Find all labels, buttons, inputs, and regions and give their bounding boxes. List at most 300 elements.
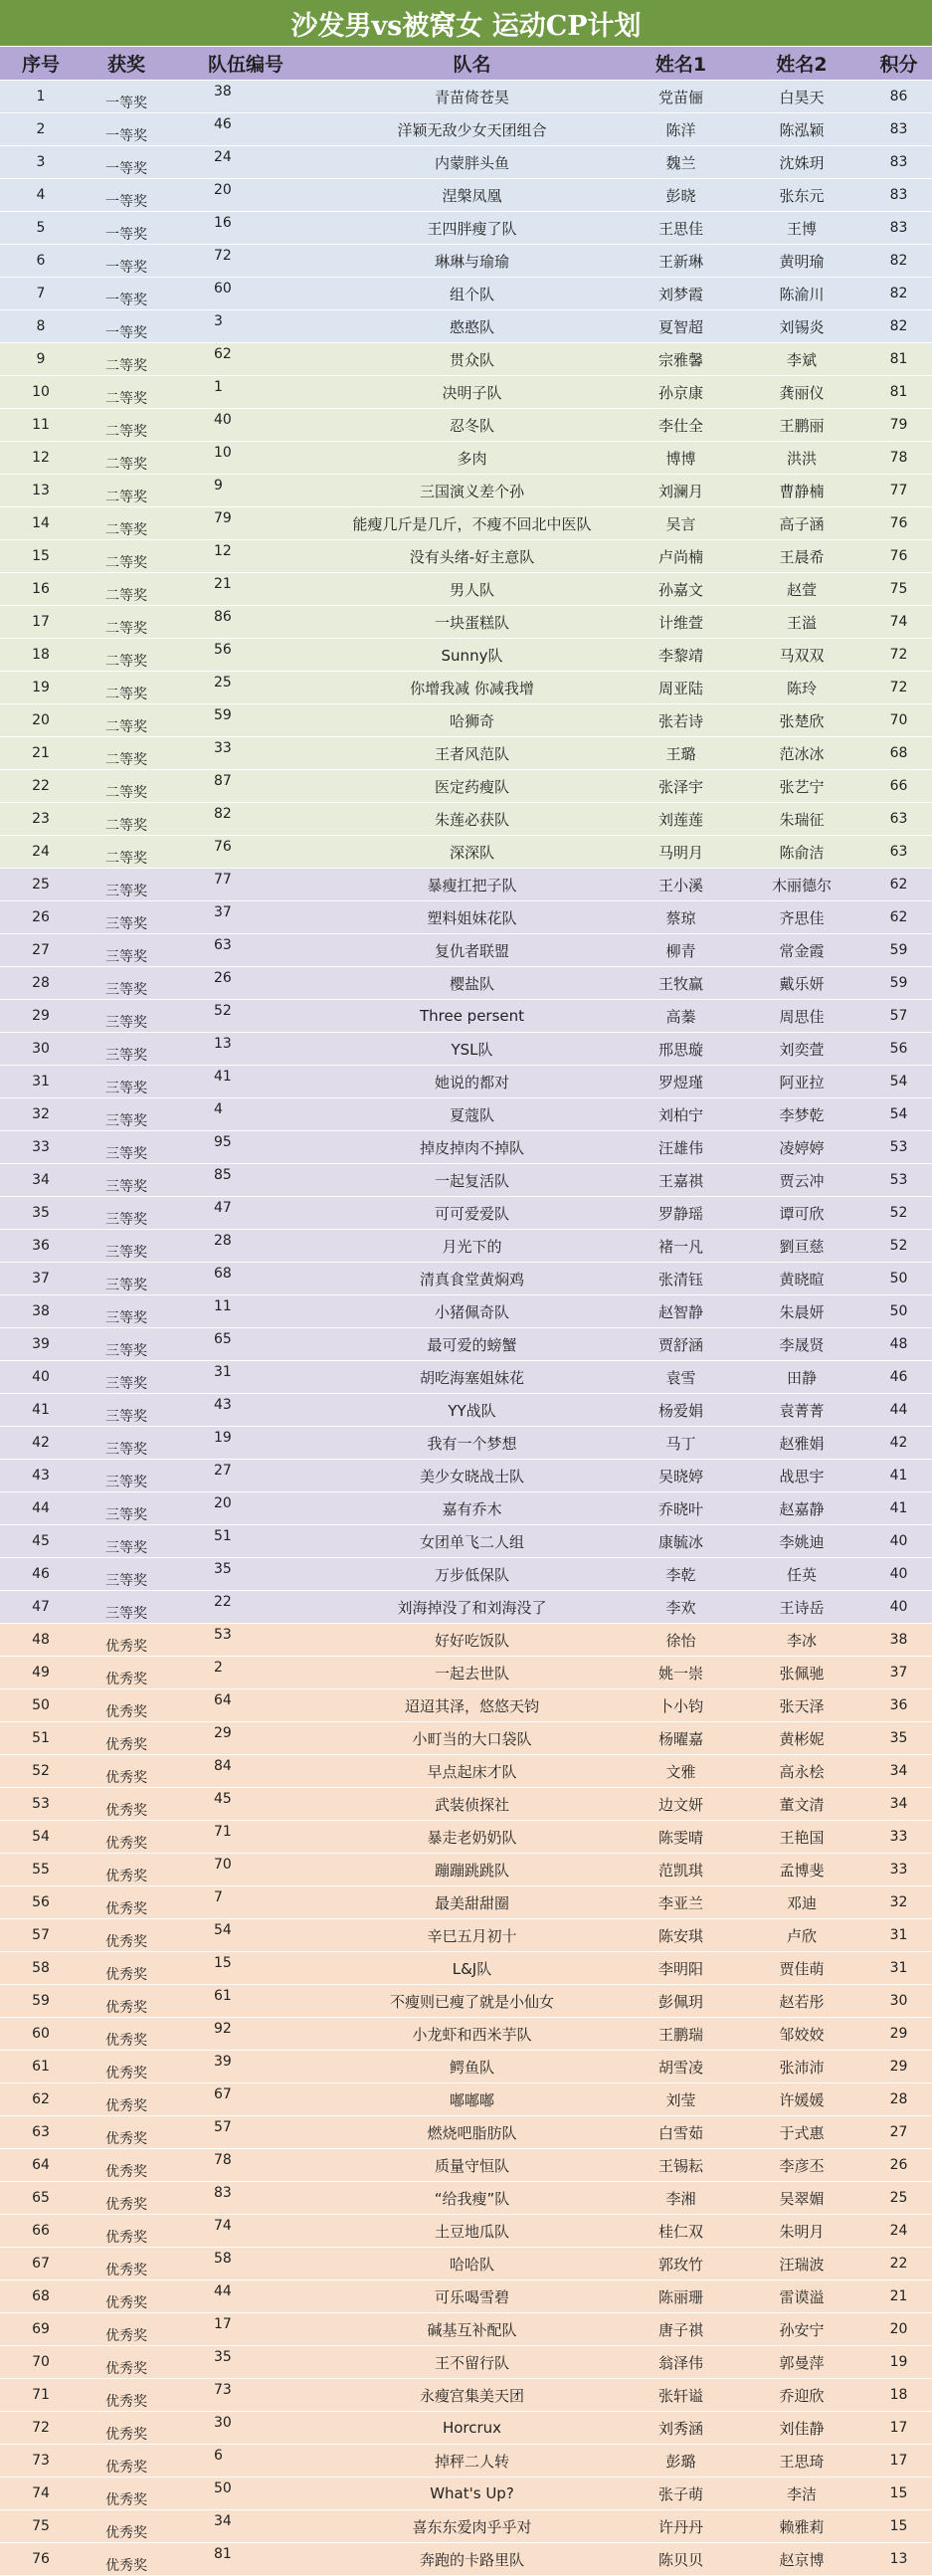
cell-team-name: 深深队 [320,836,624,869]
cell-award: 优秀奖 [82,1722,171,1755]
cell-name2: 曹静楠 [738,475,865,507]
cell-team-name: 王不留行队 [320,2346,624,2379]
cell-rank: 15 [0,540,82,573]
cell-rank: 40 [0,1361,82,1394]
cell-score: 68 [865,737,932,770]
cell-team-number: 25 [171,672,320,704]
cell-rank: 65 [0,2182,82,2215]
cell-name1: 孙京康 [624,376,738,409]
cell-name1: 宗雅馨 [624,343,738,376]
cell-name2: 袁菁菁 [738,1394,865,1427]
cell-name1: 陈安琪 [624,1919,738,1952]
cell-team-name: 鳄鱼队 [320,2051,624,2083]
table-row [0,803,932,836]
table-row [0,1427,932,1460]
table-row [0,1394,932,1427]
table-row [0,2051,932,2083]
cell-team-number: 20 [171,1492,320,1525]
cell-award: 优秀奖 [82,2083,171,2116]
cell-award: 优秀奖 [82,2477,171,2510]
cell-name1: 唐子祺 [624,2313,738,2346]
cell-team-number: 64 [171,1689,320,1722]
cell-team-name: 琳琳与瑜瑜 [320,245,624,278]
cell-award: 二等奖 [82,606,171,639]
sheet-title: 沙发男vs被窝女 运动CP计划 [0,0,932,47]
cell-score: 82 [865,245,932,278]
cell-team-number: 7 [171,1886,320,1919]
cell-name2: 李斌 [738,343,865,376]
table-row [0,409,932,442]
table-row [0,1164,932,1197]
cell-rank: 44 [0,1492,82,1525]
table-row [0,1985,932,2018]
cell-team-number: 82 [171,803,320,836]
cell-award: 优秀奖 [82,1788,171,1821]
cell-score: 75 [865,573,932,606]
cell-name1: 陈洋 [624,113,738,146]
cell-rank: 64 [0,2149,82,2182]
cell-name1: 李乾 [624,1558,738,1591]
cell-name2: 邓迪 [738,1886,865,1919]
cell-team-name: 美少女晓战士队 [320,1460,624,1492]
cell-team-number: 60 [171,278,320,310]
cell-score: 20 [865,2313,932,2346]
table-row [0,1295,932,1328]
cell-name1: 李黎靖 [624,639,738,672]
results-table [0,47,932,2576]
cell-name1: 刘秀涵 [624,2412,738,2445]
table-row [0,770,932,803]
table-row [0,1722,932,1755]
cell-award: 优秀奖 [82,2412,171,2445]
table-row [0,1558,932,1591]
table-row [0,2116,932,2149]
cell-name1: 彭佩玥 [624,1985,738,2018]
cell-rank: 21 [0,737,82,770]
table-row [0,1197,932,1230]
header-row [0,47,932,81]
cell-score: 36 [865,1689,932,1722]
cell-score: 18 [865,2379,932,2412]
cell-name2: 李晟贤 [738,1328,865,1361]
cell-name2: 邹姣姣 [738,2018,865,2051]
cell-award: 三等奖 [82,1427,171,1460]
cell-rank: 6 [0,245,82,278]
cell-name2: 王溢 [738,606,865,639]
cell-name2: 王思琦 [738,2445,865,2477]
cell-name1: 周亚陆 [624,672,738,704]
cell-name1: 姚一崇 [624,1657,738,1689]
cell-team-name: YSL队 [320,1033,624,1066]
cell-team-name: 一起去世队 [320,1657,624,1689]
cell-award: 一等奖 [82,212,171,245]
cell-name2: 木丽德尔 [738,869,865,901]
cell-name1: 卢尚楠 [624,540,738,573]
cell-team-number: 43 [171,1394,320,1427]
cell-award: 三等奖 [82,1460,171,1492]
table-row [0,1624,932,1657]
header-score: 积分 [865,47,932,81]
cell-name1: 刘柏宁 [624,1098,738,1131]
cell-rank: 55 [0,1854,82,1886]
cell-name2: 刘奕萱 [738,1033,865,1066]
cell-team-number: 95 [171,1131,320,1164]
cell-score: 72 [865,672,932,704]
cell-name2: 齐思佳 [738,901,865,934]
cell-award: 优秀奖 [82,1689,171,1722]
cell-name2: 张艺宁 [738,770,865,803]
cell-team-number: 86 [171,606,320,639]
cell-name2: 马双双 [738,639,865,672]
cell-team-name: 能瘦几斤是几斤，不瘦不回北中医队 [320,507,624,540]
table-row [0,1525,932,1558]
cell-name1: 徐怡 [624,1624,738,1657]
cell-name1: 桂仁双 [624,2215,738,2248]
cell-score: 57 [865,1000,932,1033]
cell-team-number: 28 [171,1230,320,1263]
cell-rank: 7 [0,278,82,310]
cell-team-number: 4 [171,1098,320,1131]
cell-team-number: 57 [171,2116,320,2149]
cell-name1: 罗静瑶 [624,1197,738,1230]
table-row [0,2215,932,2248]
cell-award: 优秀奖 [82,1755,171,1788]
table-row [0,869,932,901]
table-row [0,1098,932,1131]
cell-team-name: 嘉有乔木 [320,1492,624,1525]
cell-score: 27 [865,2116,932,2149]
cell-name2: 战思宇 [738,1460,865,1492]
cell-award: 三等奖 [82,934,171,967]
cell-team-name: 青苗倚苍昊 [320,81,624,113]
cell-award: 一等奖 [82,245,171,278]
cell-team-name: 不瘦则已瘦了就是小仙女 [320,1985,624,2018]
cell-team-name: 好好吃饭队 [320,1624,624,1657]
cell-team-number: 22 [171,1591,320,1624]
cell-name1: 刘莲莲 [624,803,738,836]
cell-name2: 任英 [738,1558,865,1591]
cell-team-number: 19 [171,1427,320,1460]
cell-name1: 贾舒涵 [624,1328,738,1361]
cell-name2: 许媛媛 [738,2083,865,2116]
cell-team-name: 喜东东爱肉乎乎对 [320,2510,624,2543]
cell-team-number: 79 [171,507,320,540]
cell-team-number: 30 [171,2412,320,2445]
cell-name2: 王艳国 [738,1821,865,1854]
cell-name1: 张泽宇 [624,770,738,803]
cell-score: 40 [865,1591,932,1624]
cell-award: 二等奖 [82,343,171,376]
cell-rank: 72 [0,2412,82,2445]
cell-name2: 贾云冲 [738,1164,865,1197]
cell-score: 17 [865,2412,932,2445]
cell-award: 三等奖 [82,1164,171,1197]
cell-award: 优秀奖 [82,2051,171,2083]
cell-team-number: 1 [171,376,320,409]
cell-team-number: 72 [171,245,320,278]
cell-name1: 白雪茹 [624,2116,738,2149]
cell-team-name: 憨憨队 [320,310,624,343]
table-row [0,1854,932,1886]
cell-name2: 阿亚拉 [738,1066,865,1098]
cell-name1: 王牧赢 [624,967,738,1000]
table-row [0,507,932,540]
cell-team-name: 王者风范队 [320,737,624,770]
cell-rank: 29 [0,1000,82,1033]
cell-name1: 刘澜月 [624,475,738,507]
cell-rank: 61 [0,2051,82,2083]
cell-name1: 邢思璇 [624,1033,738,1066]
cell-team-number: 58 [171,2248,320,2280]
cell-name2: 高永桧 [738,1755,865,1788]
table-row [0,2477,932,2510]
cell-award: 二等奖 [82,376,171,409]
cell-rank: 60 [0,2018,82,2051]
cell-team-number: 67 [171,2083,320,2116]
cell-rank: 5 [0,212,82,245]
cell-team-name: 掉皮掉肉不掉队 [320,1131,624,1164]
cell-name1: 计维萱 [624,606,738,639]
cell-name1: 汪雄伟 [624,1131,738,1164]
cell-rank: 58 [0,1952,82,1985]
cell-score: 56 [865,1033,932,1066]
cell-score: 66 [865,770,932,803]
cell-team-name: 组个队 [320,278,624,310]
cell-name2: 常金霞 [738,934,865,967]
cell-award: 三等奖 [82,967,171,1000]
table-row [0,540,932,573]
cell-award: 优秀奖 [82,2346,171,2379]
cell-score: 31 [865,1952,932,1985]
cell-name1: 边文妍 [624,1788,738,1821]
cell-award: 二等奖 [82,475,171,507]
cell-rank: 32 [0,1098,82,1131]
cell-name1: 蔡琼 [624,901,738,934]
cell-score: 79 [865,409,932,442]
cell-name1: 胡雪凌 [624,2051,738,2083]
cell-name1: 吴晓婷 [624,1460,738,1492]
cell-name2: 赵雅娟 [738,1427,865,1460]
cell-team-name: 蹦蹦跳跳队 [320,1854,624,1886]
cell-name1: 杨曜嘉 [624,1722,738,1755]
cell-team-number: 76 [171,836,320,869]
table-row [0,343,932,376]
cell-team-number: 37 [171,901,320,934]
cell-rank: 73 [0,2445,82,2477]
cell-score: 54 [865,1066,932,1098]
cell-name2: 朱明月 [738,2215,865,2248]
cell-name2: 张天泽 [738,1689,865,1722]
cell-score: 37 [865,1657,932,1689]
cell-name1: 王璐 [624,737,738,770]
cell-award: 优秀奖 [82,2149,171,2182]
cell-team-name: 塑料姐妹花队 [320,901,624,934]
cell-name2: 周思佳 [738,1000,865,1033]
cell-award: 优秀奖 [82,2543,171,2576]
table-row [0,836,932,869]
cell-team-name: 可乐喝雪碧 [320,2280,624,2313]
table-row [0,606,932,639]
cell-name1: 孙嘉文 [624,573,738,606]
cell-team-name: 质量守恒队 [320,2149,624,2182]
cell-team-number: 16 [171,212,320,245]
cell-score: 34 [865,1788,932,1821]
cell-score: 42 [865,1427,932,1460]
cell-name2: 王晨希 [738,540,865,573]
cell-score: 32 [865,1886,932,1919]
cell-score: 50 [865,1263,932,1295]
cell-name1: 彭晓 [624,179,738,212]
cell-score: 19 [865,2346,932,2379]
cell-rank: 54 [0,1821,82,1854]
cell-name1: 杨爱娟 [624,1394,738,1427]
cell-rank: 63 [0,2116,82,2149]
cell-score: 83 [865,212,932,245]
cell-award: 三等奖 [82,1328,171,1361]
cell-name2: 陈泓颖 [738,113,865,146]
cell-team-name: 女团单飞二人组 [320,1525,624,1558]
cell-name1: 王锡耘 [624,2149,738,2182]
cell-name2: 陈俞洁 [738,836,865,869]
table-row [0,113,932,146]
cell-team-name: 早点起床才队 [320,1755,624,1788]
cell-team-name: 小猪佩奇队 [320,1295,624,1328]
cell-award: 二等奖 [82,639,171,672]
cell-award: 优秀奖 [82,1985,171,2018]
table-row [0,146,932,179]
cell-team-name: 忍冬队 [320,409,624,442]
cell-rank: 69 [0,2313,82,2346]
table-row [0,2018,932,2051]
table-row [0,179,932,212]
cell-name2: 朱晨妍 [738,1295,865,1328]
cell-rank: 49 [0,1657,82,1689]
cell-team-name: What's Up? [320,2477,624,2510]
table-row [0,1591,932,1624]
cell-name2: 洪洪 [738,442,865,475]
cell-team-number: 63 [171,934,320,967]
cell-name2: 劉亘慈 [738,1230,865,1263]
cell-team-name: 万步低保队 [320,1558,624,1591]
cell-team-name: 小龙虾和西米芋队 [320,2018,624,2051]
cell-award: 二等奖 [82,836,171,869]
cell-score: 82 [865,278,932,310]
cell-rank: 38 [0,1295,82,1328]
cell-name1: 罗煜瑾 [624,1066,738,1098]
cell-award: 三等奖 [82,1394,171,1427]
cell-rank: 23 [0,803,82,836]
cell-name2: 赵京博 [738,2543,865,2576]
cell-team-number: 92 [171,2018,320,2051]
cell-team-number: 51 [171,1525,320,1558]
cell-team-name: 碱基互补配队 [320,2313,624,2346]
cell-team-name: 奔跑的卡路里队 [320,2543,624,2576]
cell-team-number: 11 [171,1295,320,1328]
cell-score: 35 [865,1722,932,1755]
cell-score: 33 [865,1854,932,1886]
cell-name1: 康毓冰 [624,1525,738,1558]
table-row [0,1952,932,1985]
cell-rank: 41 [0,1394,82,1427]
cell-name1: 文雅 [624,1755,738,1788]
cell-name2: 郭曼萍 [738,2346,865,2379]
cell-name2: 戴乐妍 [738,967,865,1000]
cell-name1: 张轩谥 [624,2379,738,2412]
cell-team-number: 27 [171,1460,320,1492]
cell-team-number: 83 [171,2182,320,2215]
header-team-name: 队名 [320,47,624,81]
cell-score: 21 [865,2280,932,2313]
cell-rank: 52 [0,1755,82,1788]
cell-name1: 吴言 [624,507,738,540]
cell-name1: 博博 [624,442,738,475]
header-award: 获奖 [82,47,171,81]
cell-score: 25 [865,2182,932,2215]
cell-name1: 李仕全 [624,409,738,442]
cell-award: 二等奖 [82,770,171,803]
cell-rank: 56 [0,1886,82,1919]
cell-rank: 46 [0,1558,82,1591]
cell-score: 59 [865,934,932,967]
cell-team-number: 12 [171,540,320,573]
cell-team-number: 24 [171,146,320,179]
cell-award: 三等奖 [82,1131,171,1164]
cell-award: 三等奖 [82,1098,171,1131]
cell-award: 优秀奖 [82,2248,171,2280]
cell-score: 52 [865,1230,932,1263]
cell-score: 22 [865,2248,932,2280]
cell-team-name: 掉秤二人转 [320,2445,624,2477]
cell-award: 优秀奖 [82,1624,171,1657]
cell-team-number: 35 [171,1558,320,1591]
table-row [0,1460,932,1492]
cell-team-name: 胡吃海塞姐妹花 [320,1361,624,1394]
cell-name2: 沈姝玥 [738,146,865,179]
cell-rank: 10 [0,376,82,409]
cell-team-number: 65 [171,1328,320,1361]
cell-name2: 张东元 [738,179,865,212]
cell-score: 81 [865,343,932,376]
cell-award: 优秀奖 [82,2445,171,2477]
cell-name2: 刘佳静 [738,2412,865,2445]
cell-name2: 乔迎欣 [738,2379,865,2412]
table-row [0,245,932,278]
cell-name1: 郭玫竹 [624,2248,738,2280]
cell-rank: 33 [0,1131,82,1164]
cell-score: 62 [865,869,932,901]
cell-score: 15 [865,2510,932,2543]
cell-team-name: 决明子队 [320,376,624,409]
cell-name2: 李彦丕 [738,2149,865,2182]
cell-name2: 陈渝川 [738,278,865,310]
cell-team-name: 土豆地瓜队 [320,2215,624,2248]
cell-score: 41 [865,1460,932,1492]
cell-award: 三等奖 [82,1361,171,1394]
table-row [0,2149,932,2182]
cell-rank: 22 [0,770,82,803]
cell-team-name: 暴瘦扛把子队 [320,869,624,901]
cell-team-number: 53 [171,1624,320,1657]
cell-award: 一等奖 [82,310,171,343]
cell-team-name: Horcrux [320,2412,624,2445]
cell-name2: 赖雅莉 [738,2510,865,2543]
header-team-number: 队伍编号 [171,47,320,81]
cell-rank: 19 [0,672,82,704]
cell-team-name: “给我瘦”队 [320,2182,624,2215]
cell-team-name: 最可爱的螃蟹 [320,1328,624,1361]
cell-name2: 吴翠媚 [738,2182,865,2215]
cell-name1: 陈贝贝 [624,2543,738,2576]
